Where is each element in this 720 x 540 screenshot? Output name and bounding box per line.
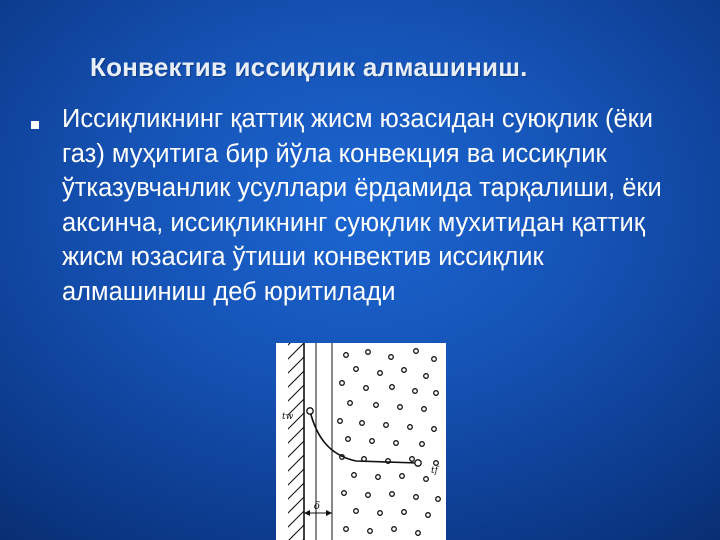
fluid-temp-label: tf (431, 466, 438, 476)
figure-drawing (276, 343, 446, 540)
slide-title: Конвектив иссиқлик алмашиниш. (90, 52, 528, 82)
delta-label: δ (314, 501, 321, 512)
wall-temperature-point (307, 408, 313, 414)
heat-transfer-figure (276, 343, 446, 540)
fluid-particles (338, 349, 441, 536)
bullet-paragraph: Иссиқликнинг қаттиқ жисм юзасидан суюқлик (ёки газ) муҳитига бир йўла конвекция ва иссиқлик ўтказувчанлик усуллари ёрдамида тарқалиши, ёки аксинча, иссиқликнинг суюқлик мухитидан қаттиқ жисм юзасига ўтиши конвектив иссиқлик алмашиниш деб юритилади (62, 105, 662, 306)
delta-arrow-right-icon (326, 510, 332, 516)
delta-arrow-left-icon (304, 510, 310, 516)
bullet-square-icon (31, 121, 39, 129)
temperature-profile-curve (310, 411, 418, 463)
fluid-temperature-point (415, 460, 421, 466)
wall-temp-label: tw (282, 412, 294, 422)
